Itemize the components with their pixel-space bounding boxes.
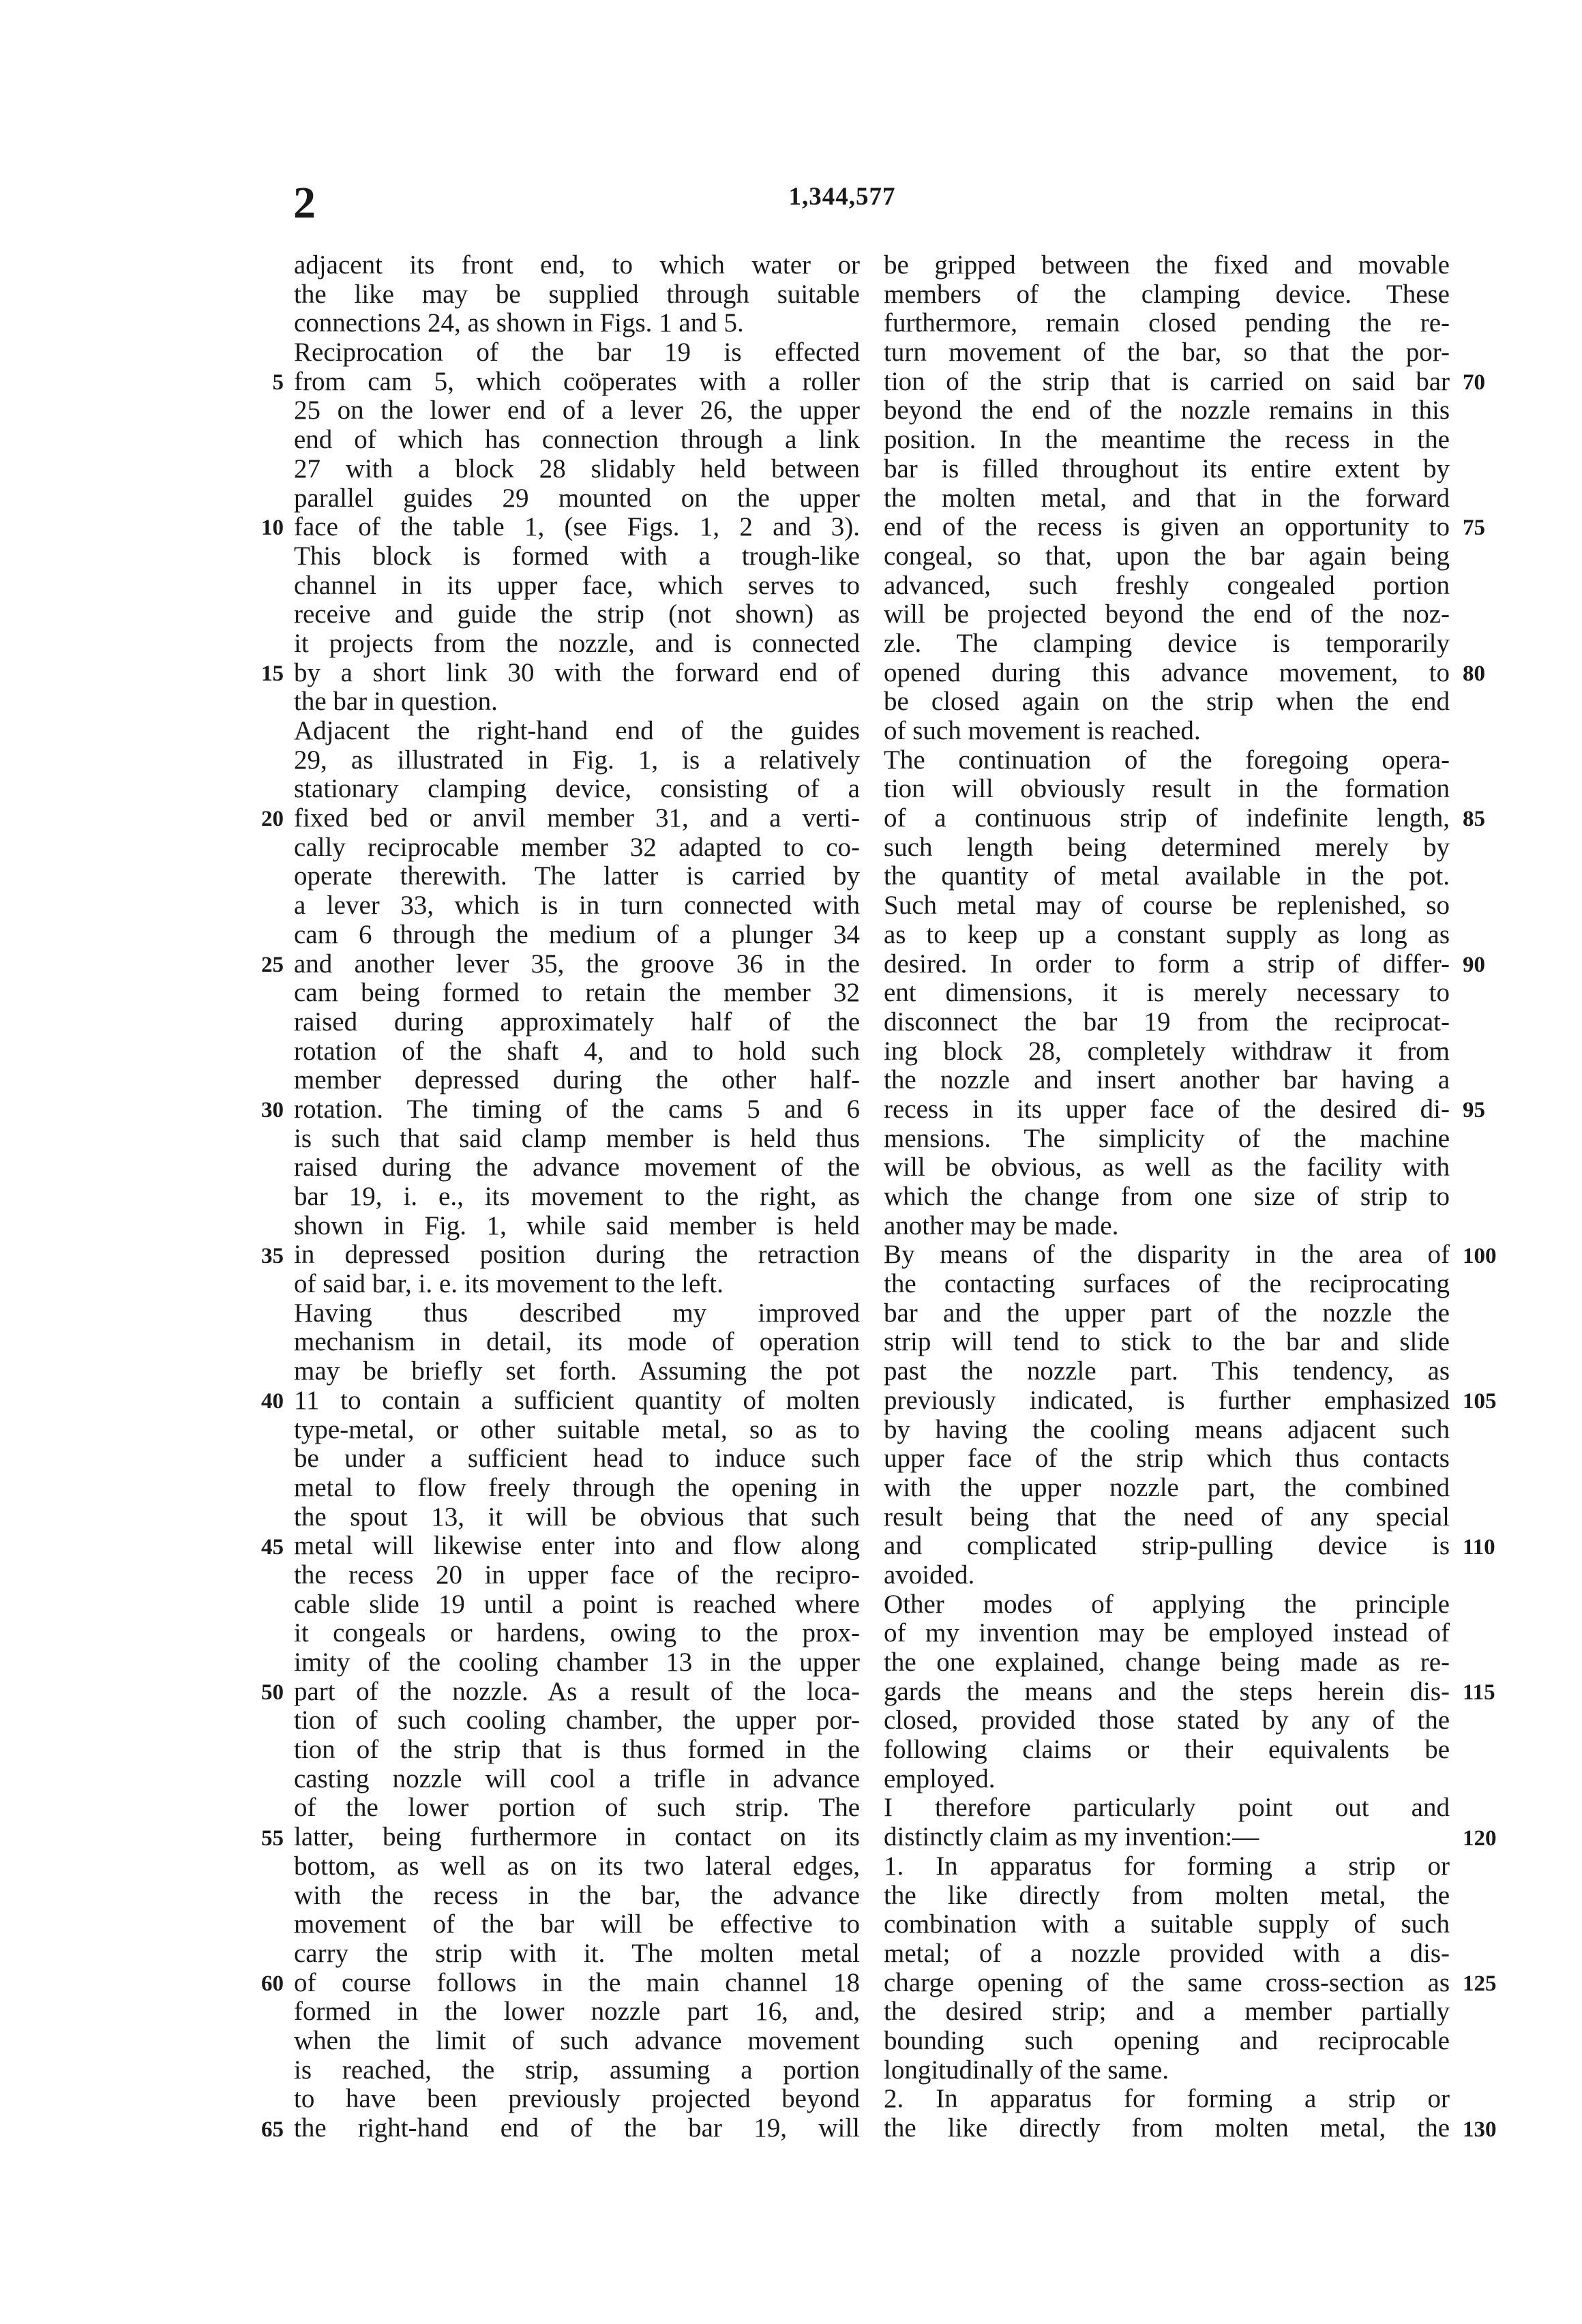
text-line: employed. <box>884 1764 996 1793</box>
text-line: movement of the bar will be effective to <box>294 1910 860 1939</box>
text-line: receive and guide the strip (not shown) as <box>294 600 860 629</box>
text-line: Adjacent the right-hand end of the guides <box>294 717 860 745</box>
text-line: furthermore, remain closed pending the re- <box>884 309 1450 338</box>
text-line: latter, being furthermore in contact on its <box>294 1823 860 1852</box>
text-line: stationary clamping device, consisting of a <box>294 775 860 804</box>
text-line: is such that said clamp member is held thus <box>294 1124 860 1153</box>
text-line: avoided. <box>884 1560 975 1590</box>
text-line: ent dimensions, it is merely necessary to <box>884 979 1450 1008</box>
text-line: congeal, so that, upon the bar again being <box>884 541 1450 571</box>
text-line: of such movement is reached. <box>884 717 1201 745</box>
page-number: 2 <box>293 178 316 228</box>
text-line: of course follows in the main channel 18 <box>294 1968 860 1997</box>
line-number: 85 <box>1463 807 1485 832</box>
text-line: with the recess in the bar, the advance <box>294 1881 860 1910</box>
text-line: of my invention may be employed instead of <box>884 1619 1450 1648</box>
text-line: type-metal, or other suitable metal, so as to <box>294 1415 860 1444</box>
text-line: cam being formed to retain the member 32 <box>294 979 860 1008</box>
text-line: closed, provided those stated by any of the <box>884 1706 1450 1735</box>
text-line: be gripped between the fixed and movable <box>884 251 1450 280</box>
line-number: 120 <box>1463 1826 1497 1851</box>
text-line: raised during approximately half of the <box>294 1007 860 1037</box>
text-line: the quantity of metal available in the pot. <box>884 862 1450 891</box>
line-number: 40 <box>261 1389 284 1414</box>
text-line: 1. In apparatus for forming a strip or <box>884 1851 1450 1881</box>
text-line: is reached, the strip, assuming a portion <box>294 2055 860 2085</box>
right-text-column <box>884 251 1450 2143</box>
text-line: past the nozzle part. This tendency, as <box>884 1357 1450 1386</box>
text-line: bar 19, i. e., its movement to the right, as <box>294 1182 860 1211</box>
text-line: 25 on the lower end of a lever 26, the upper <box>294 396 860 426</box>
line-number: 65 <box>261 2117 284 2142</box>
line-number: 5 <box>272 370 284 395</box>
text-line: tion of such cooling chamber, the upper por- <box>294 1706 860 1735</box>
line-number: 115 <box>1463 1680 1495 1705</box>
text-line: advanced, such freshly congealed portion <box>884 571 1450 600</box>
text-line: cable slide 19 until a point is reached where <box>294 1590 860 1619</box>
text-line: charge opening of the same cross-section as <box>884 1968 1450 1997</box>
text-line: metal to flow freely through the opening in <box>294 1473 860 1502</box>
text-line: the molten metal, and that in the forward <box>884 483 1450 513</box>
text-line: and complicated strip-pulling device is <box>884 1532 1450 1561</box>
text-line: strip will tend to stick to the bar and slide <box>884 1328 1450 1357</box>
text-line: by having the cooling means adjacent such <box>884 1415 1450 1444</box>
text-line: 2. In apparatus for forming a strip or <box>884 2085 1450 2114</box>
text-line: in depressed position during the retraction <box>294 1240 860 1270</box>
text-line: mensions. The simplicity of the machine <box>884 1124 1450 1153</box>
text-line: following claims or their equivalents be <box>884 1735 1450 1765</box>
line-number: 95 <box>1463 1098 1485 1123</box>
line-number: 100 <box>1463 1243 1497 1268</box>
text-line: the spout 13, it will be obvious that such <box>294 1502 860 1532</box>
text-line: 27 with a block 28 slidably held between <box>294 454 860 483</box>
line-number: 110 <box>1463 1534 1495 1560</box>
text-line: The continuation of the foregoing opera- <box>884 745 1450 775</box>
line-number: 50 <box>261 1680 284 1705</box>
line-number: 35 <box>261 1243 284 1268</box>
text-line: and another lever 35, the groove 36 in the <box>294 949 860 979</box>
text-line: zle. The clamping device is temporarily <box>884 629 1450 658</box>
text-line: parallel guides 29 mounted on the upper <box>294 483 860 513</box>
text-line: bar is filled throughout its entire extent by <box>884 454 1450 483</box>
text-line: Other modes of applying the principle <box>884 1590 1450 1619</box>
text-line: by a short link 30 with the forward end of <box>294 658 860 687</box>
text-line: turn movement of the bar, so that the por- <box>884 338 1450 368</box>
text-line: the like may be supplied through suitable <box>294 280 860 309</box>
text-line: to have been previously projected beyond <box>294 2085 860 2114</box>
line-number: 55 <box>261 1826 284 1851</box>
text-line: cally reciprocable member 32 adapted to co- <box>294 833 860 862</box>
text-line: This block is formed with a trough-like <box>294 541 860 571</box>
text-line: raised during the advance movement of the <box>294 1153 860 1182</box>
text-line: the bar in question. <box>294 687 498 717</box>
text-line: carry the strip with it. The molten metal <box>294 1939 860 1968</box>
text-line: bottom, as well as on its two lateral edges, <box>294 1851 860 1881</box>
line-number: 75 <box>1463 516 1485 541</box>
text-line: be under a sufficient head to induce such <box>294 1444 860 1474</box>
text-line: tion of the strip that is carried on said bar <box>884 367 1450 396</box>
line-number: 25 <box>261 952 284 977</box>
text-line: a lever 33, which is in turn connected with <box>294 891 860 921</box>
text-line: tion of the strip that is thus formed in the <box>294 1735 860 1765</box>
text-line: adjacent its front end, to which water or <box>294 251 860 280</box>
text-line: will be projected beyond the end of the noz- <box>884 600 1450 629</box>
text-line: may be briefly set forth. Assuming the pot <box>294 1357 860 1386</box>
text-line: be closed again on the strip when the end <box>884 687 1450 717</box>
text-line: casting nozzle will cool a trifle in advance <box>294 1764 860 1793</box>
text-line: of said bar, i. e. its movement to the left. <box>294 1270 723 1299</box>
text-line: combination with a suitable supply of such <box>884 1910 1450 1939</box>
text-line: the one explained, change being made as re- <box>884 1648 1450 1677</box>
line-number: 70 <box>1463 370 1485 395</box>
text-line: upper face of the strip which thus contacts <box>884 1444 1450 1474</box>
text-line: gards the means and the steps herein dis- <box>884 1677 1450 1706</box>
text-line: shown in Fig. 1, while said member is held <box>294 1211 860 1240</box>
text-line: operate therewith. The latter is carried by <box>294 862 860 891</box>
line-number: 60 <box>261 1971 284 1997</box>
left-text-column <box>294 251 860 2143</box>
text-line: Reciprocation of the bar 19 is effected <box>294 338 860 368</box>
text-line: formed in the lower nozzle part 16, and, <box>294 1997 860 2027</box>
text-line: result being that the need of any special <box>884 1502 1450 1532</box>
text-line: cam 6 through the medium of a plunger 34 <box>294 920 860 949</box>
text-line: rotation. The timing of the cams 5 and 6 <box>294 1094 860 1124</box>
line-number: 45 <box>261 1534 284 1560</box>
text-line: bounding such opening and reciprocable <box>884 2026 1450 2055</box>
text-line: distinctly claim as my invention:— <box>884 1823 1259 1852</box>
text-line: 11 to contain a sufficient quantity of molten <box>294 1386 860 1415</box>
text-line: I therefore particularly point out and <box>884 1793 1450 1823</box>
text-line: another may be made. <box>884 1211 1119 1240</box>
line-number: 15 <box>261 661 284 686</box>
line-number: 80 <box>1463 661 1485 686</box>
line-number: 30 <box>261 1098 284 1123</box>
text-line: ing block 28, completely withdraw it from <box>884 1037 1450 1066</box>
text-line: rotation of the shaft 4, and to hold such <box>294 1037 860 1066</box>
line-number: 10 <box>261 516 284 541</box>
text-line: metal; of a nozzle provided with a dis- <box>884 1939 1450 1968</box>
line-number: 20 <box>261 807 284 832</box>
text-line: as to keep up a constant supply as long as <box>884 920 1450 949</box>
patent-number: 1,344,577 <box>788 183 896 211</box>
line-number: 105 <box>1463 1389 1497 1414</box>
text-line: imity of the cooling chamber 13 in the upper <box>294 1648 860 1677</box>
text-line: face of the table 1, (see Figs. 1, 2 and 3). <box>294 513 860 542</box>
text-line: which the change from one size of strip to <box>884 1182 1450 1211</box>
text-line: end of the recess is given an opportunity to <box>884 513 1450 542</box>
text-line: it projects from the nozzle, and is connected <box>294 629 860 658</box>
text-line: the like directly from molten metal, the <box>884 2114 1450 2143</box>
text-line: beyond the end of the nozzle remains in this <box>884 396 1450 426</box>
text-line: disconnect the bar 19 from the reciprocat- <box>884 1007 1450 1037</box>
text-line: it congeals or hardens, owing to the prox- <box>294 1619 860 1648</box>
text-line: previously indicated, is further emphasized <box>884 1386 1450 1415</box>
text-line: end of which has connection through a link <box>294 426 860 455</box>
text-line: the right-hand end of the bar 19, will <box>294 2114 860 2143</box>
line-number: 90 <box>1463 952 1485 977</box>
text-line: the like directly from molten metal, the <box>884 1881 1450 1910</box>
text-line: Such metal may of course be replenished, so <box>884 891 1450 921</box>
text-line: longitudinally of the same. <box>884 2055 1169 2085</box>
text-line: recess in its upper face of the desired di- <box>884 1094 1450 1124</box>
text-line: when the limit of such advance movement <box>294 2026 860 2055</box>
text-line: part of the nozzle. As a result of the loca- <box>294 1677 860 1706</box>
text-line: tion will obviously result in the formation <box>884 775 1450 804</box>
text-line: will be obvious, as well as the facility with <box>884 1153 1450 1182</box>
text-line: member depressed during the other half- <box>294 1066 860 1095</box>
text-line: 29, as illustrated in Fig. 1, is a relatively <box>294 745 860 775</box>
text-line: the nozzle and insert another bar having a <box>884 1066 1450 1095</box>
text-line: of a continuous strip of indefinite length, <box>884 804 1450 833</box>
text-line: channel in its upper face, which serves to <box>294 571 860 600</box>
line-number: 130 <box>1463 2117 1497 2142</box>
text-line: metal will likewise enter into and flow along <box>294 1532 860 1561</box>
text-line: with the upper nozzle part, the combined <box>884 1473 1450 1502</box>
text-line: members of the clamping device. These <box>884 280 1450 309</box>
text-line: connections 24, as shown in Figs. 1 and 5. <box>294 309 744 338</box>
text-line: desired. In order to form a strip of differ- <box>884 949 1450 979</box>
text-line: the contacting surfaces of the reciprocating <box>884 1270 1450 1299</box>
text-line: of the lower portion of such strip. The <box>294 1793 860 1823</box>
text-line: fixed bed or anvil member 31, and a verti- <box>294 804 860 833</box>
text-line: such length being determined merely by <box>884 833 1450 862</box>
text-line: By means of the disparity in the area of <box>884 1240 1450 1270</box>
text-line: opened during this advance movement, to <box>884 658 1450 687</box>
text-line: mechanism in detail, its mode of operation <box>294 1328 860 1357</box>
text-line: bar and the upper part of the nozzle the <box>884 1298 1450 1328</box>
text-line: the recess 20 in upper face of the recipro- <box>294 1560 860 1590</box>
text-line: the desired strip; and a member partially <box>884 1997 1450 2027</box>
text-line: Having thus described my improved <box>294 1298 860 1328</box>
text-line: position. In the meantime the recess in the <box>884 426 1450 455</box>
text-line: from cam 5, which coöperates with a roller <box>294 367 860 396</box>
line-number: 125 <box>1463 1971 1497 1997</box>
